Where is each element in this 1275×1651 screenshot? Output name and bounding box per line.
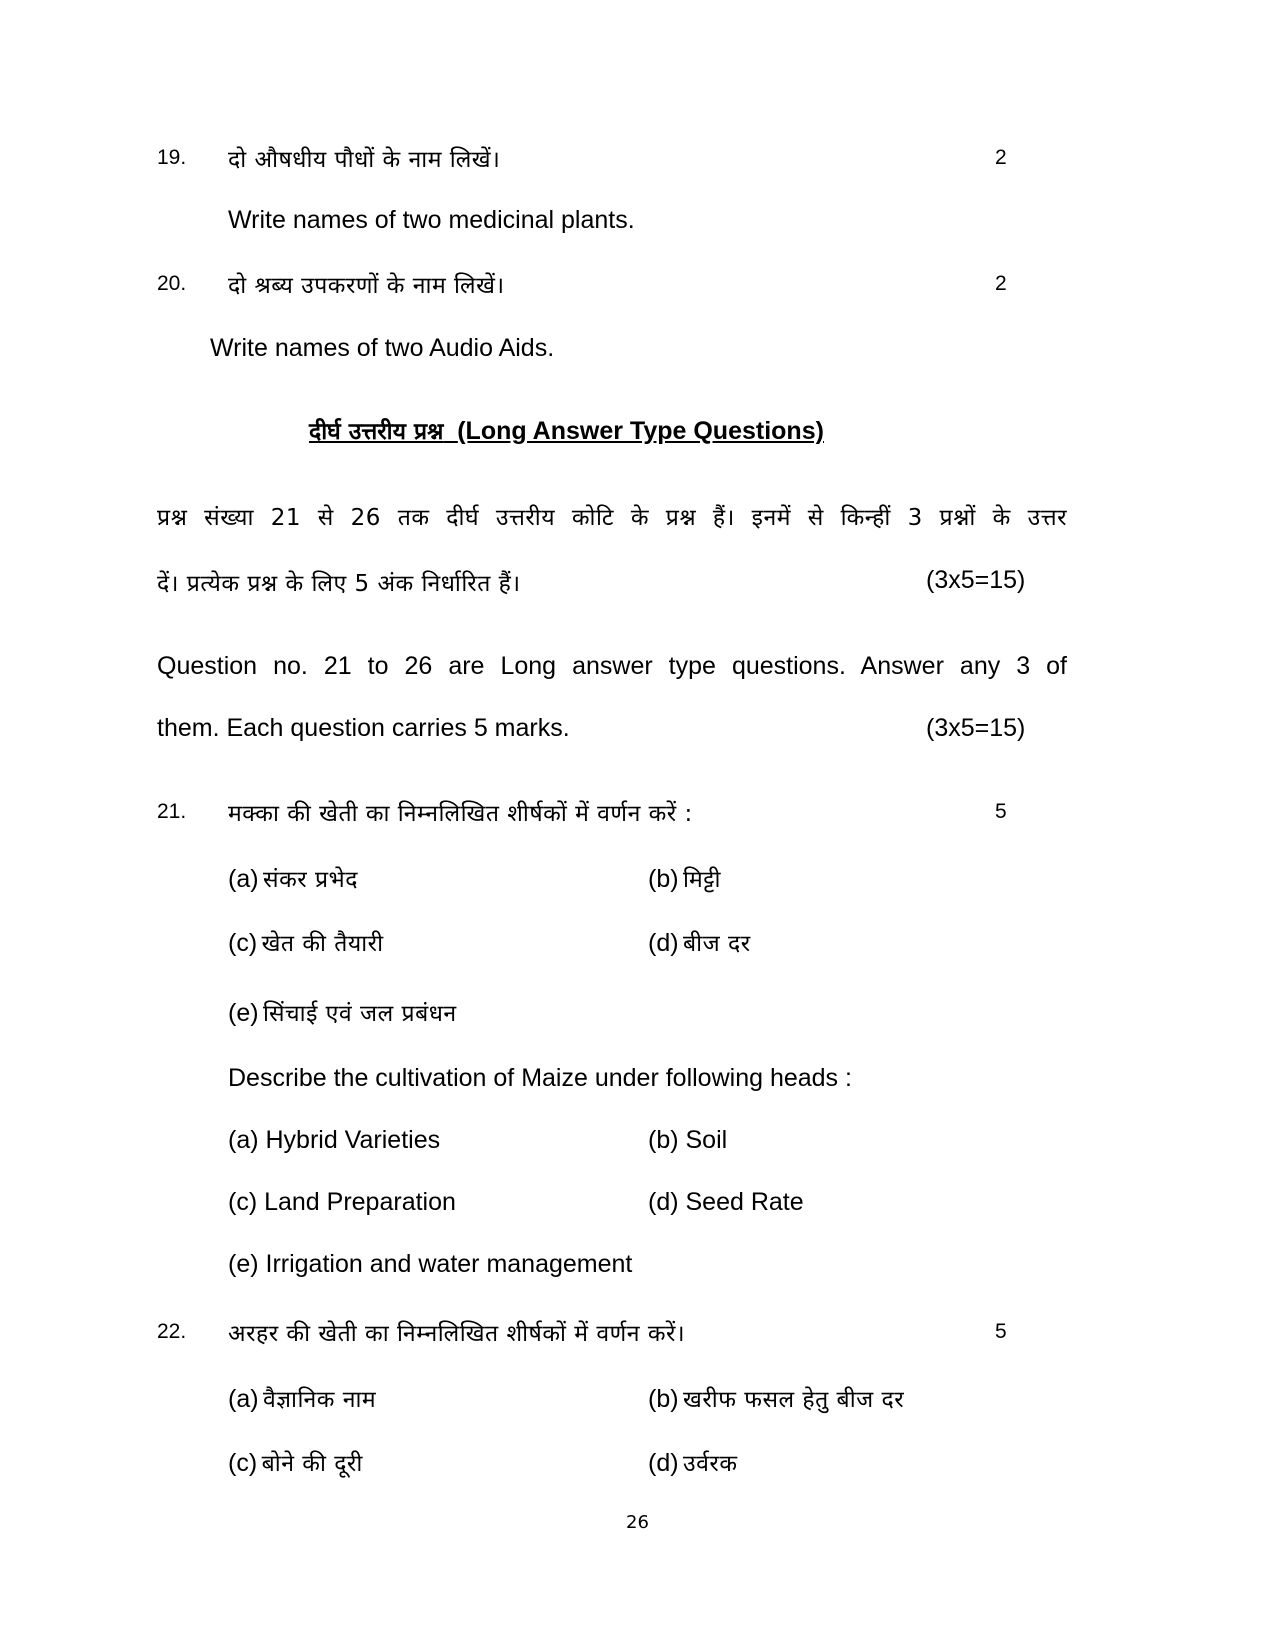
option-d-hindi: (d) बीज दर: [648, 929, 751, 957]
option-c-hindi: (c) बोने की दूरी: [228, 1449, 363, 1477]
question-marks: 2: [995, 146, 1007, 169]
option-a-hindi: (a) संकर प्रभेद: [228, 865, 358, 893]
option-e-english: (e) Irrigation and water management: [228, 1250, 633, 1278]
section-heading: [309, 414, 824, 446]
instructions-hindi-line1: प्रश्न संख्या 21 से 26 तक दीर्घ उत्तरीय कोटि के प्रश्न हैं। इनमें से किन्हीं 3 प्रश्नों के उत्तर: [157, 505, 1067, 531]
question-text-english: Write names of two medicinal plants.: [228, 206, 635, 234]
question-text-english: Describe the cultivation of Maize under following heads :: [228, 1064, 852, 1092]
question-number: 20.: [157, 272, 187, 295]
instructions-english-line1: Question no. 21 to 26 are Long answer type questions. Answer any 3 of: [157, 652, 1067, 680]
instructions-hindi-marks: (3x5=15): [926, 566, 1026, 594]
option-d-english: (d) Seed Rate: [648, 1188, 804, 1216]
option-c-english: (c) Land Preparation: [228, 1188, 456, 1216]
instructions-english-line2: them. Each question carries 5 marks.: [157, 714, 570, 742]
question-text-hindi: अरहर की खेती का निम्नलिखित शीर्षकों में वर्णन करें।: [228, 1321, 686, 1347]
instructions-english-marks: (3x5=15): [926, 714, 1026, 742]
question-marks: 2: [995, 272, 1007, 295]
question-text-hindi: दो औषधीय पौधों के नाम लिखें।: [228, 147, 501, 173]
section-heading-english: (Long Answer Type Questions): [457, 417, 824, 445]
question-marks: 5: [995, 1320, 1007, 1343]
option-b-english: (b) Soil: [648, 1126, 728, 1154]
option-e-hindi: (e) सिंचाई एवं जल प्रबंधन: [228, 999, 457, 1027]
question-text-hindi: मक्का की खेती का निम्नलिखित शीर्षकों में वर्णन करें :: [228, 801, 693, 827]
question-number: 21.: [157, 800, 187, 823]
question-marks: 5: [995, 800, 1007, 823]
option-a-english: (a) Hybrid Varieties: [228, 1126, 441, 1154]
question-number: 22.: [157, 1320, 187, 1343]
option-b-hindi: (b) खरीफ फसल हेतु बीज दर: [648, 1385, 905, 1413]
question-text-english: Write names of two Audio Aids.: [210, 334, 555, 362]
section-heading-hindi: दीर्घ उत्तरीय प्रश्न: [309, 419, 444, 445]
question-text-hindi: दो श्रब्य उपकरणों के नाम लिखें।: [228, 273, 505, 299]
option-c-hindi: (c) खेत की तैयारी: [228, 929, 384, 957]
page-number: 26: [626, 1512, 649, 1533]
instructions-hindi-line2: दें। प्रत्येक प्रश्न के लिए 5 अंक निर्धारित हैं।: [157, 571, 521, 597]
option-a-hindi: (a) वैज्ञानिक नाम: [228, 1385, 377, 1413]
option-b-hindi: (b) मिट्टी: [648, 865, 721, 893]
option-d-hindi: (d) उर्वरक: [648, 1449, 738, 1477]
question-number: 19.: [157, 146, 187, 169]
